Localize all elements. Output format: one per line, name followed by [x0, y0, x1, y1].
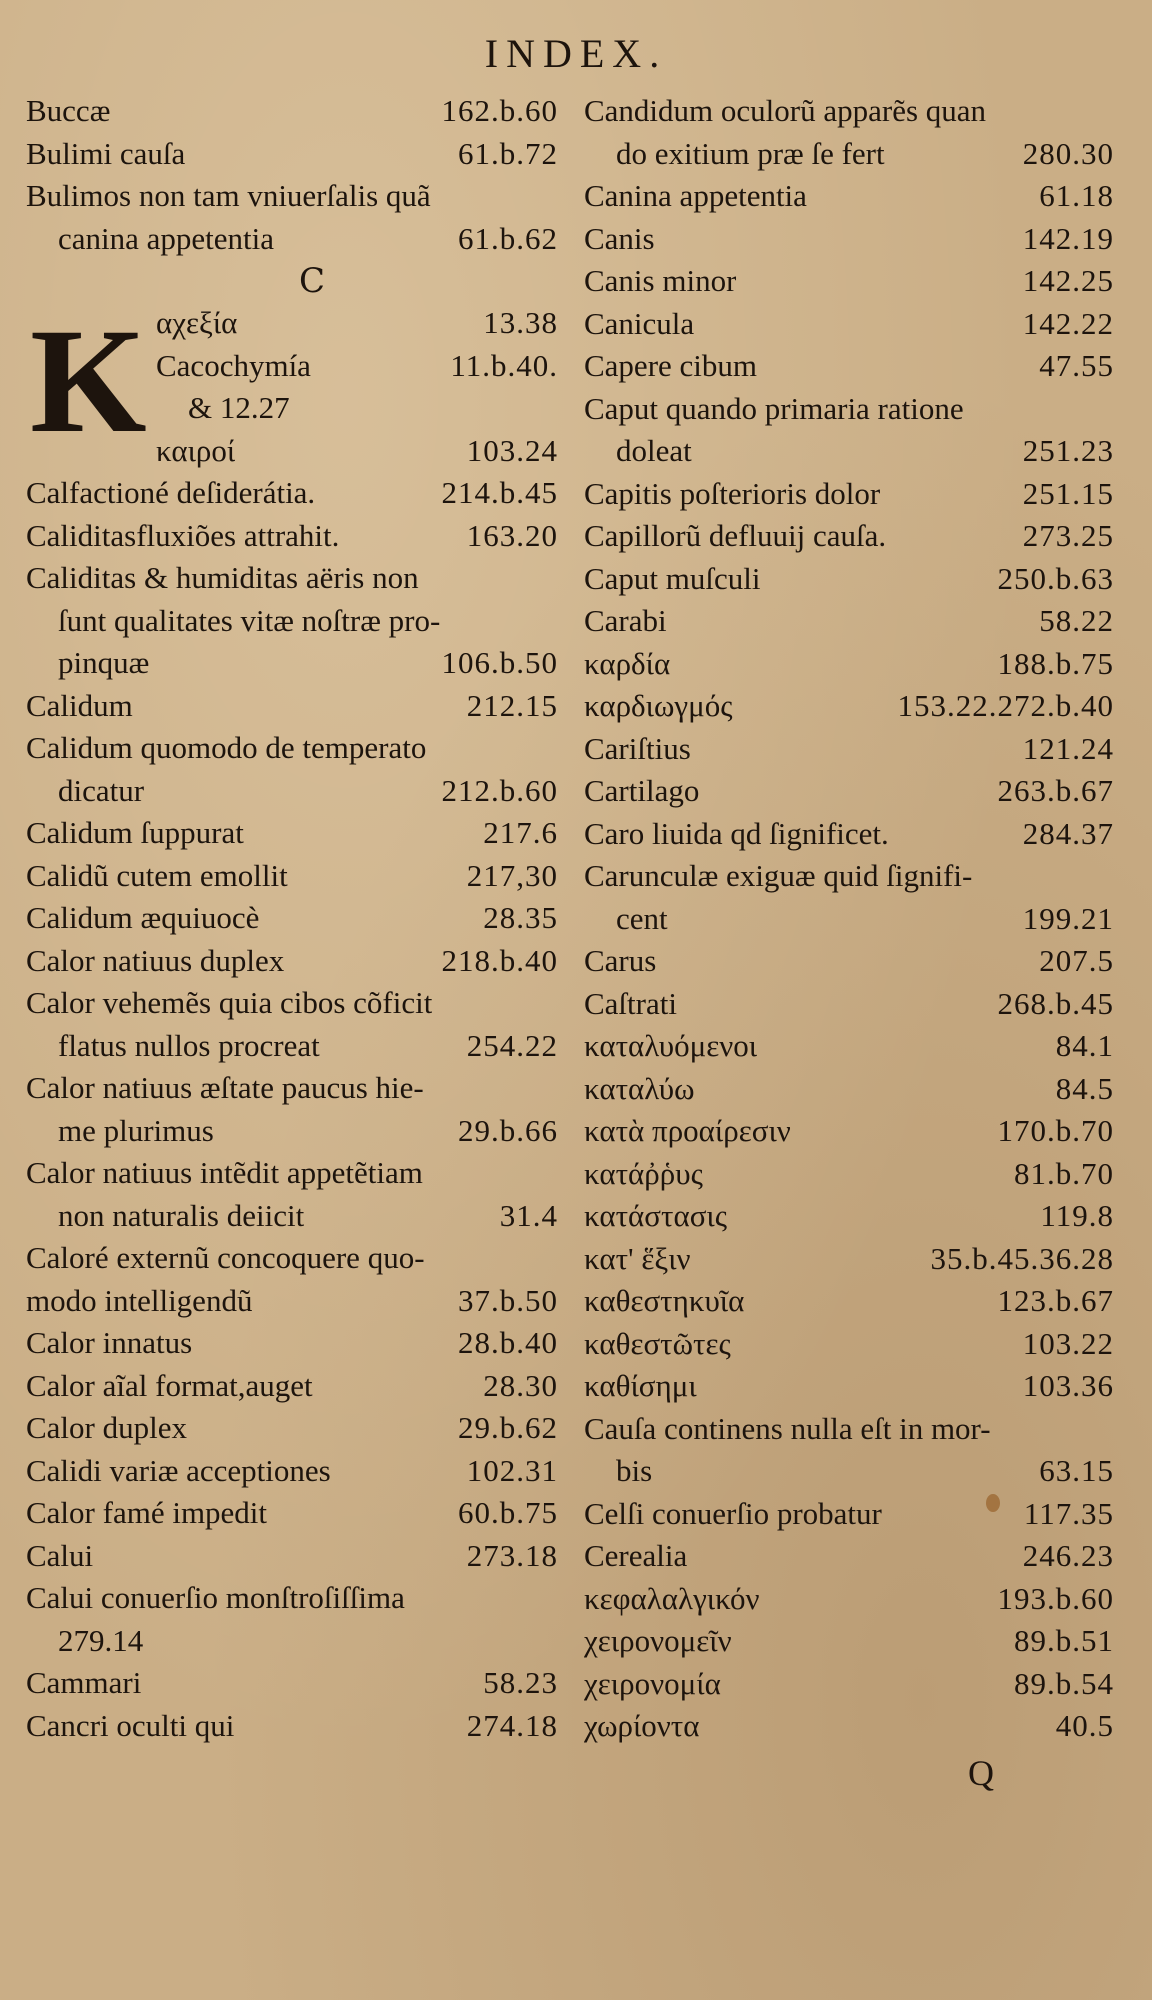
index-entry: Calor natiuus duplex 218.b.40 [26, 942, 558, 978]
index-entry: καθεστῶτες 103.22 [584, 1325, 1114, 1361]
index-entry: Cauſa continens nulla eſt in mor- [584, 1410, 991, 1446]
index-entry: Bulimi cauſa 61.b.72 [26, 135, 558, 171]
index-entry: καταλυόμενοι 84.1 [584, 1028, 1114, 1063]
index-entry: Calor aĩal format,auget 28.30 [26, 1367, 558, 1403]
index-entry: Cartilago 263.b.67 [584, 773, 1114, 808]
index-entry: Caliditas & humiditas aëris non [26, 560, 419, 595]
index-entry: χειρονομεῖν 89.b.51 [584, 1623, 1114, 1658]
index-entry: Bulimos non tam vniuerſalis quã [26, 178, 431, 213]
ink-stain [986, 1494, 1000, 1512]
index-entry: Calor famé impedit 60.b.75 [26, 1495, 558, 1530]
index-entry: Caliditasfluxiões attrahit. 163.20 [26, 517, 558, 553]
index-entry: Cariſtius 121.24 [584, 730, 1114, 766]
index-entry: χωρίοντα 40.5 [584, 1708, 1114, 1743]
index-entry-continued: me plurimus 29.b.66 [58, 1112, 558, 1148]
index-entry-continued: cent 199.21 [616, 900, 1114, 936]
index-entry: Calor duplex 29.b.62 [26, 1410, 558, 1445]
index-column-left [26, 90, 558, 1747]
index-entry: Canis minor 142.25 [584, 263, 1114, 298]
index-entry: Buccæ 162.b.60 [26, 93, 558, 128]
index-entry: Calidum æquiuocè 28.35 [26, 900, 558, 935]
index-entry: κατάῤῥυς 81.b.70 [584, 1155, 1114, 1191]
index-entry: Caput quando primaria ratione [584, 390, 964, 426]
index-entry: Canina appetentia 61.18 [584, 178, 1114, 213]
index-entry: Calidũ cutem emollit 217,30 [26, 857, 558, 893]
index-entry: Celſi conuerſio probatur 117.35 [584, 1495, 1114, 1531]
page-title: INDEX. [484, 31, 668, 76]
index-entry-continued: bis 63.15 [616, 1453, 1114, 1488]
index-entry: Calor natiuus intẽdit appetẽtiam [26, 1155, 423, 1190]
index-entry-continued: do exitium præ ſe fert 280.30 [616, 135, 1114, 171]
index-entry: Calidum quomodo de temperato [26, 730, 427, 765]
index-entry: χειρονομία 89.b.54 [584, 1665, 1114, 1701]
index-entry: κατὰ προαίρεσιν 170.b.70 [584, 1113, 1114, 1148]
index-entry: αχεξία 13.38 [156, 305, 558, 340]
index-entry: καρδιωγμός 153.22.272.b.40 [584, 688, 1114, 723]
section-letter: C [298, 261, 325, 301]
index-entry: Calidum ſuppurat 217.6 [26, 815, 558, 850]
index-entry-continued: & 12.27 [188, 390, 290, 425]
index-entry: Calidum 212.15 [26, 687, 558, 723]
index-entry: καρδία 188.b.75 [584, 645, 1114, 681]
index-entry: Cancri oculti qui 274.18 [26, 1707, 558, 1743]
index-entry: modo intelligendũ 37.b.50 [26, 1282, 558, 1318]
drop-cap-letter: K [30, 298, 147, 464]
index-entry: Capitis poſterioris dolor 251.15 [584, 475, 1114, 511]
index-entry: Cerealia 246.23 [584, 1538, 1114, 1573]
index-entry: Carus 207.5 [584, 943, 1114, 978]
index-entry: Canicula 142.22 [584, 305, 1114, 341]
catchword: Q [968, 1753, 994, 1793]
index-entry: Caput muſculi 250.b.63 [584, 560, 1114, 596]
index-entry: κεφαλαλγικόν 193.b.60 [584, 1580, 1114, 1616]
index-entry: Calui conuerſio monſtroſiſſima [26, 1580, 405, 1615]
index-entry: Capillorũ defluuij cauſa. 273.25 [584, 518, 1114, 553]
index-entry-continued: dicatur 212.b.60 [58, 772, 558, 808]
index-entry: κατάστασις 119.8 [584, 1198, 1114, 1233]
index-entry: Cacochymía 11.b.40. [156, 347, 558, 383]
index-entry-continued: flatus nullos procreat 254.22 [58, 1027, 558, 1063]
index-entry-continued: ſunt qualitates vitæ noſtræ pro- [58, 602, 441, 638]
index-entry: Canis 142.19 [584, 220, 1114, 256]
index-entry: Caloré externũ concoquere quo- [26, 1240, 425, 1275]
index-entry-continued: canina appetentia 61.b.62 [58, 220, 558, 256]
index-entry: Calui 273.18 [26, 1537, 558, 1573]
index-entry: Caro liuida qd ſignificet. 284.37 [584, 815, 1114, 851]
index-entry: Carabi 58.22 [584, 603, 1114, 638]
index-entry: Candidum oculorũ apparẽs quan [584, 93, 987, 128]
index-entry: Calidi variæ acceptiones 102.31 [26, 1452, 558, 1488]
index-entry: καταλύω 84.5 [584, 1070, 1114, 1106]
index-entry-continued: 279.14 [58, 1622, 144, 1658]
index-entry: Carunculæ exiguæ quid ſignifi- [584, 858, 973, 893]
index-entry: κατ' ἕξιν 35.b.45.36.28 [584, 1240, 1114, 1276]
index-entry-continued: non naturalis deiicit 31.4 [58, 1197, 558, 1233]
index-entry: Cammari 58.23 [26, 1665, 558, 1700]
initial-block [26, 298, 558, 472]
index-entry-continued: doleat 251.23 [616, 433, 1114, 468]
index-entry: Calor vehemẽs quia cibos cõficit [26, 985, 433, 1020]
index-entry: καθεστηκυῖα 123.b.67 [584, 1283, 1114, 1318]
index-column-right [584, 90, 1114, 1748]
index-entry: καθίσημι 103.36 [584, 1368, 1114, 1403]
index-entry: Calor natiuus æſtate paucus hie- [26, 1070, 424, 1105]
index-entry: Calfactioné deſiderátia. 214.b.45 [26, 475, 558, 510]
index-entry: Capere cibum 47.55 [584, 348, 1114, 383]
index-entry: Calor innatus 28.b.40 [26, 1325, 558, 1360]
index-entry-continued: pinquæ 106.b.50 [58, 645, 558, 680]
index-entry: Caſtrati 268.b.45 [584, 985, 1114, 1021]
index-entry: καιροί 103.24 [156, 432, 558, 468]
